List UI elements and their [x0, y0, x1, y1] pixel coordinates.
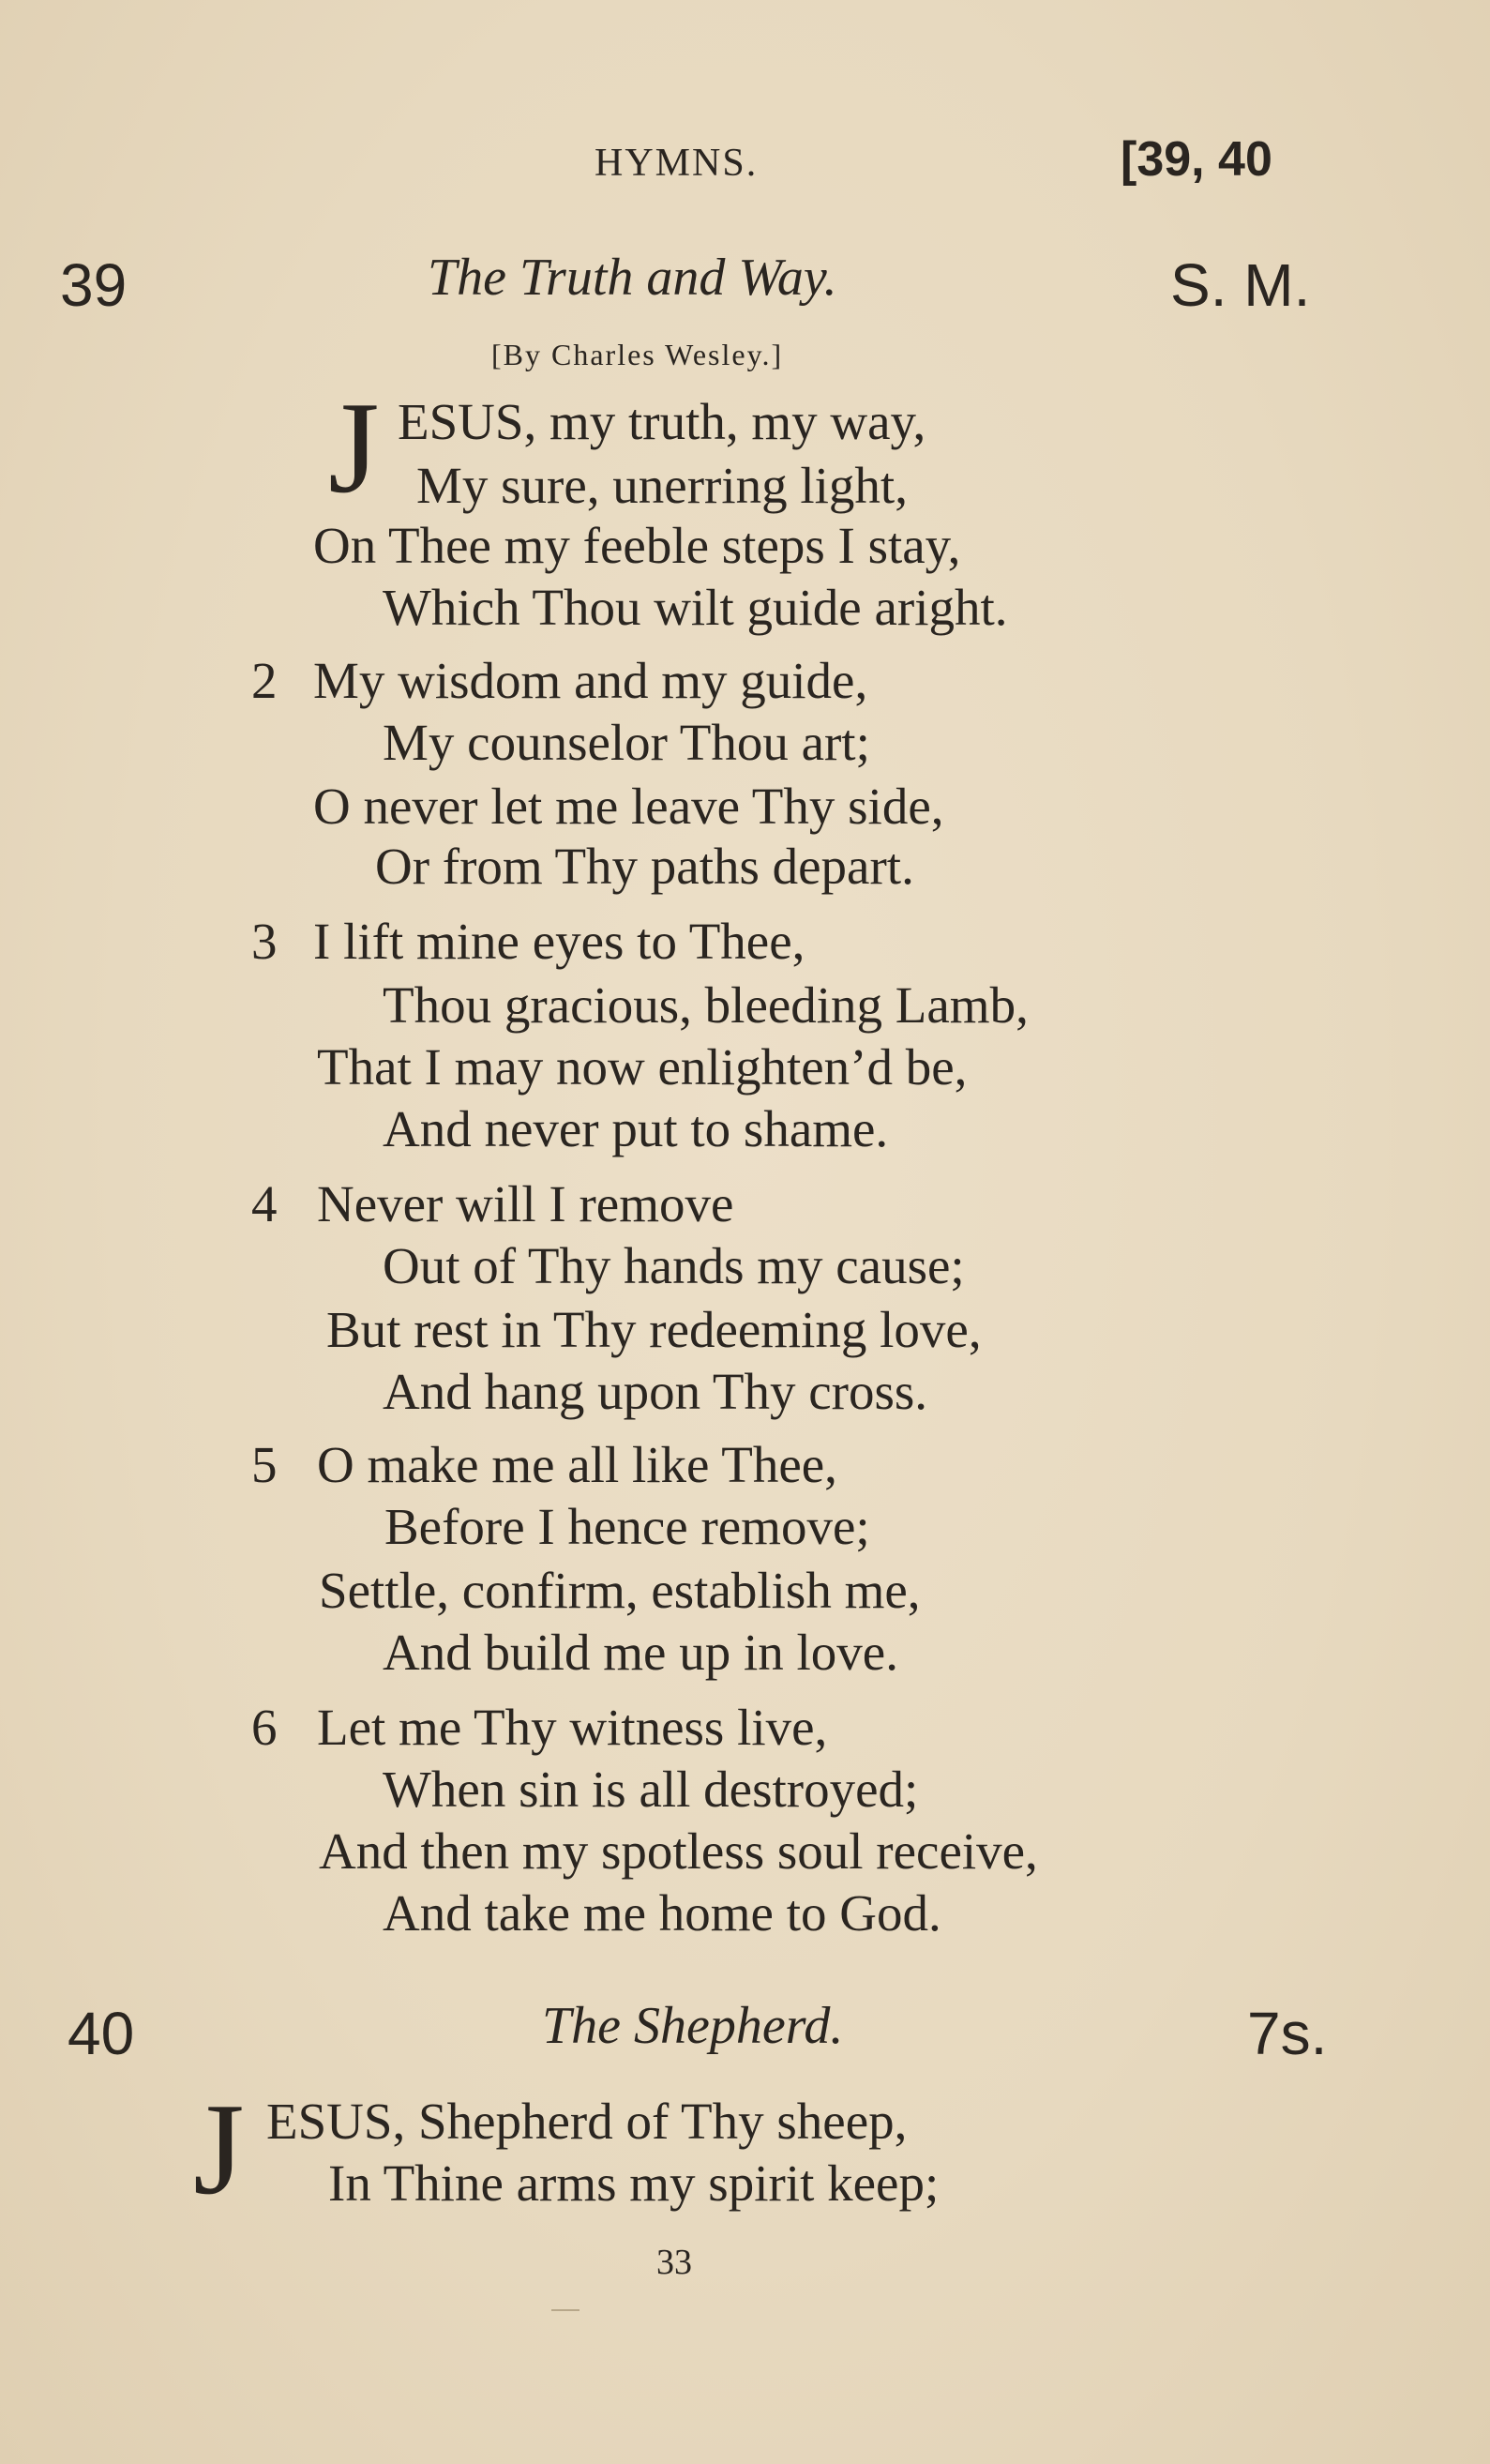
verse-line: Never will I remove — [317, 1175, 734, 1232]
stanza-number: 6 — [251, 1699, 278, 1756]
verse-line: In Thine arms my spirit keep; — [328, 2154, 940, 2212]
verse-line: Or from Thy paths depart. — [375, 838, 914, 895]
verse-line: Let me Thy witness live, — [317, 1699, 828, 1756]
verse-line: And take me home to God. — [383, 1884, 941, 1942]
verse-line: And hang upon Thy cross. — [383, 1363, 928, 1420]
hymn-meter: S. M. — [1170, 251, 1311, 319]
verse-line: My counselor Thou art; — [383, 714, 870, 771]
hymn-number: 40 — [68, 2000, 135, 2067]
verse-line: And build me up in love. — [383, 1624, 898, 1681]
verse-line: And never put to shame. — [383, 1100, 889, 1157]
stanza-number: 4 — [251, 1175, 278, 1232]
verse-line: Settle, confirm, establish me, — [319, 1562, 921, 1619]
drop-cap: J — [193, 2077, 245, 2222]
verse-line: And then my spotless soul receive, — [319, 1822, 1038, 1880]
verse-line: ESUS, my truth, my way, — [398, 393, 926, 450]
hymn-number: 39 — [60, 251, 128, 319]
verse-line: My wisdom and my guide, — [313, 652, 868, 709]
stanza-number: 5 — [251, 1436, 278, 1493]
hymn-title: The Truth and Way. — [428, 249, 837, 307]
verse-line: My sure, unerring light, — [416, 457, 908, 514]
stanza-number: 3 — [251, 913, 278, 970]
hymn-meter: 7s. — [1247, 2000, 1328, 2067]
drop-cap: J — [328, 375, 380, 521]
verse-line: ESUS, Shepherd of Thy sheep, — [266, 2093, 908, 2150]
hymn-title: The Shepherd. — [542, 1997, 844, 2055]
verse-line: Before I hence remove; — [384, 1498, 870, 1555]
verse-line: Which Thou wilt guide aright. — [383, 579, 1008, 636]
page-number: 33 — [656, 2243, 692, 2282]
verse-line: Thou gracious, bleeding Lamb, — [383, 976, 1029, 1034]
verse-line: But rest in Thy redeeming love, — [326, 1301, 982, 1358]
verse-line: That I may now enlighten’d be, — [317, 1038, 968, 1096]
footer-rule — [551, 2309, 579, 2311]
verse-line: I lift mine eyes to Thee, — [313, 913, 805, 970]
stanza-number: 2 — [251, 652, 278, 709]
verse-line: O never let me leave Thy side, — [313, 778, 944, 835]
verse-line: Out of Thy hands my cause; — [383, 1237, 965, 1294]
verse-line: On Thee my feeble steps I stay, — [313, 517, 961, 574]
verse-line: O make me all like Thee, — [317, 1436, 837, 1493]
hymn-author: [By Charles Wesley.] — [491, 338, 784, 371]
hymn-range: [39, 40 — [1121, 132, 1272, 187]
verse-line: When sin is all destroyed; — [383, 1761, 919, 1818]
running-head: HYMNS. — [594, 142, 759, 185]
